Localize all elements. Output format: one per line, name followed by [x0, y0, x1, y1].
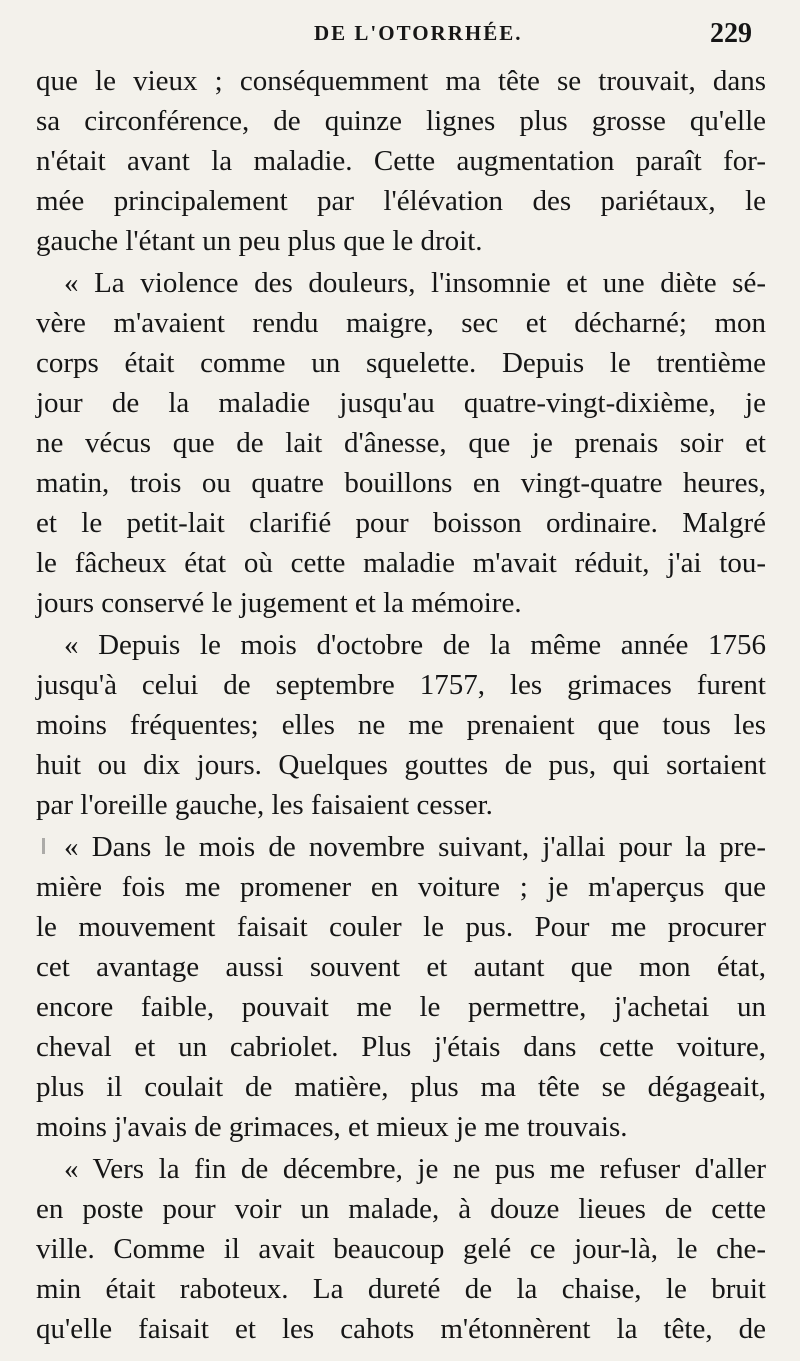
text-line: jours conservé le jugement et la mémoire. — [36, 587, 522, 619]
text-line: « Depuis le mois d'octobre de la même année 1756 — [64, 629, 766, 661]
text-line: plus il coulait de matière, plus ma tête se dégageait, — [36, 1071, 766, 1103]
text-line: le mouvement faisait couler le pus. Pour me procurer — [36, 911, 766, 943]
text-line: huit ou dix jours. Quelques gouttes de pus, qui sortaient — [36, 749, 766, 781]
text-line: « Vers la fin de décembre, je ne pus me refuser d'aller — [64, 1153, 766, 1185]
text-line: encore faible, pouvait me le permettre, j'achetai un — [36, 991, 766, 1023]
text-line: gauche l'étant un peu plus que le droit. — [36, 225, 483, 257]
text-line: le fâcheux état où cette maladie m'avait réduit, j'ai tou- — [36, 547, 766, 579]
text-line: jusqu'à celui de septembre 1757, les grimaces furent — [36, 669, 766, 701]
text-line: par l'oreille gauche, les faisaient cesser. — [36, 789, 493, 821]
text-line: mée principalement par l'élévation des pariétaux, le — [36, 185, 766, 217]
text-line: qu'elle faisait et les cahots m'étonnèrent la tête, de — [36, 1313, 766, 1345]
text-line: mière fois me promener en voiture ; je m'aperçus que — [36, 871, 766, 903]
text-line: cheval et un cabriolet. Plus j'étais dans cette voiture, — [36, 1031, 766, 1063]
text-line: n'était avant la maladie. Cette augmentation paraît for- — [36, 145, 766, 177]
text-line: vère m'avaient rendu maigre, sec et décharné; mon — [36, 307, 766, 339]
text-line: que le vieux ; conséquemment ma tête se trouvait, dans — [36, 65, 766, 97]
text-line: corps était comme un squelette. Depuis le trentième — [36, 347, 766, 379]
text-line: jour de la maladie jusqu'au quatre-vingt-dixième, je — [36, 387, 766, 419]
text-line: sa circonférence, de quinze lignes plus grosse qu'elle — [36, 105, 766, 137]
text-line: moins fréquentes; elles ne me prenaient que tous les — [36, 709, 766, 741]
page-number: 229 — [710, 18, 752, 49]
text-line: « Dans le mois de novembre suivant, j'allai pour la pre- — [64, 831, 766, 863]
margin-mark — [42, 838, 45, 854]
text-line: ne vécus que de lait d'ânesse, que je prenais soir et — [36, 427, 766, 459]
text-line: « La violence des douleurs, l'insomnie et une diète sé- — [64, 267, 766, 299]
text-line: matin, trois ou quatre bouillons en vingt-quatre heures, — [36, 467, 766, 499]
text-line: et le petit-lait clarifié pour boisson ordinaire. Malgré — [36, 507, 766, 539]
text-line: min était raboteux. La dureté de la chaise, le bruit — [36, 1273, 766, 1305]
text-line: cet avantage aussi souvent et autant que mon état, — [36, 951, 766, 983]
text-line: moins j'avais de grimaces, et mieux je me trouvais. — [36, 1111, 628, 1143]
running-head: DE L'OTORRHÉE. — [314, 21, 523, 45]
text-line: en poste pour voir un malade, à douze lieues de cette — [36, 1193, 766, 1225]
page-header — [30, 18, 770, 54]
text-line: ville. Comme il avait beaucoup gelé ce jour-là, le che- — [36, 1233, 766, 1265]
